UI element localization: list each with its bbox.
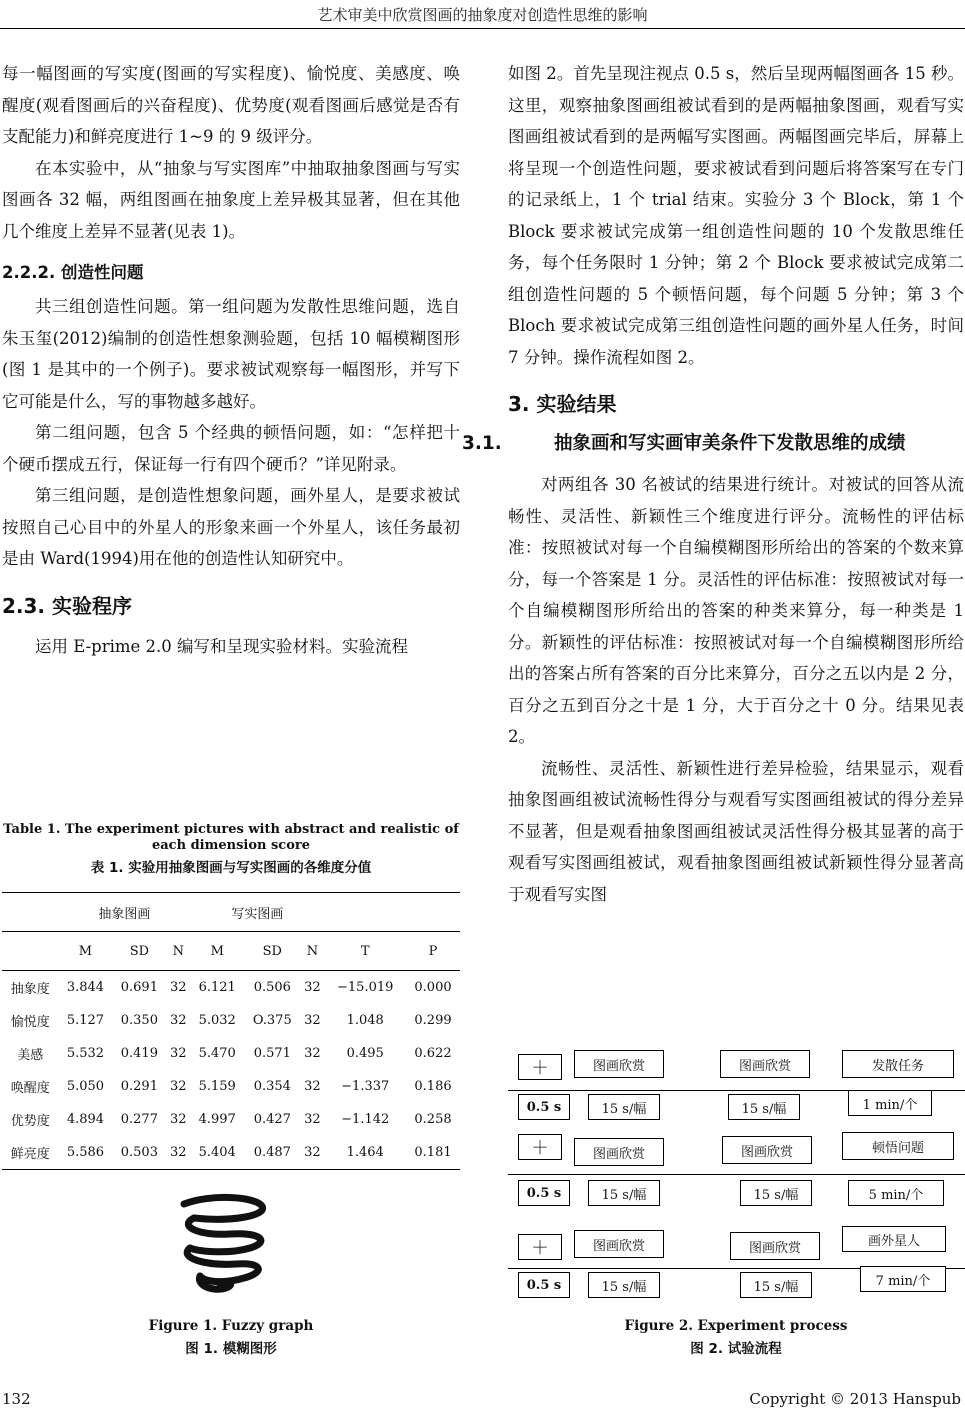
experiment-process-diagram [508, 1046, 965, 1308]
table-cell: −1.142 [341, 1112, 390, 1127]
table-cell: 32 [170, 1112, 187, 1127]
table-cell: 0.277 [120, 1112, 158, 1127]
column-header: M [59, 932, 113, 971]
column-header: P [406, 932, 460, 971]
paragraph: 在本实验中，从“抽象与写实图库”中抽取抽象图画与写实图画各 32 幅，两组图画在抽象度上差异极其显著，但在其他几个维度上差异不显著(见表 1)。 [2, 158, 460, 241]
table-row [2, 971, 460, 1005]
column-header [2, 932, 59, 971]
task-time-box: 5 min/个 [848, 1180, 944, 1206]
table-cell: 4.997 [198, 1112, 236, 1127]
task-insight-box: 顿悟问题 [842, 1132, 954, 1160]
table-cell: 32 [166, 971, 190, 1005]
figure1-caption-en: Figure 1. Fuzzy graph [148, 1318, 314, 1334]
duration-box: 15 s/幅 [740, 1180, 812, 1206]
table-cell: 5.050 [66, 1079, 105, 1094]
figure2-caption-cn: 图 2. 试验流程 [690, 1341, 782, 1357]
table-row [2, 1103, 460, 1136]
table-cell: 1.048 [346, 1013, 384, 1028]
table-cell: 0.487 [244, 1136, 300, 1170]
table-cell: 0.571 [253, 1046, 291, 1061]
column-header: T [324, 932, 406, 971]
table-row [2, 1004, 460, 1037]
fixation-cross: ＋ [518, 1134, 562, 1160]
table-row [2, 1037, 460, 1070]
section-heading-2-3: 2.3. 实验程序 [2, 593, 132, 618]
paragraph: 对两组各 30 名被试的结果进行统计。对被试的回答从流畅性、灵活性、新颖性三个维度进行评分。流畅性的评估标准：按照被试对每一个自编模糊图形所给出的答案的个数来算分，每一个答案是 1 分。灵活性的评估标准：按照被试对每一个自编模糊图形所给出的答案的种类来算分，每一种类是 1 分。新颖性的评估标准：按照被试对每一个自编模糊图形所给出的答案占所有答案的百分比来算分，百分之五以内是 2 分，百分之五到百分之十是 1 分，大于百分之十 0 分。结果见表 2。 [508, 475, 964, 746]
table-cell: 0.427 [253, 1112, 291, 1127]
table-row [2, 1136, 460, 1170]
table-cell: 0.186 [414, 1079, 452, 1094]
table-cell: 5.470 [198, 1046, 236, 1061]
table-cell: 0.622 [414, 1046, 452, 1061]
table-cell: 32 [300, 971, 324, 1005]
fixation-cross: ＋ [518, 1054, 562, 1080]
table-cell: 0.258 [414, 1112, 452, 1127]
table-cell: 5.586 [59, 1136, 113, 1170]
table-cell: 6.121 [190, 971, 244, 1005]
timeline-line [508, 1174, 965, 1175]
table-group-header [2, 893, 460, 932]
section-heading-3: 3. 实验结果 [508, 392, 617, 416]
table-cell: 32 [304, 1079, 321, 1094]
task-time-box: 7 min/个 [860, 1266, 946, 1292]
paragraph: 第三组问题，是创造性想象问题，画外星人，是要求被试按照自己心目中的外星人的形象来画一个外星人，该任务最初是由 Ward(1994)用在他的创造性认知研究中。 [2, 486, 460, 568]
duration-box: 15 s/幅 [588, 1180, 660, 1206]
table-cell: 5.159 [198, 1079, 236, 1094]
picture-view-box: 图画欣赏 [722, 1136, 812, 1164]
table-cell: 0.299 [414, 1013, 452, 1028]
page-number: 132 [2, 1390, 31, 1408]
column-header: N [300, 932, 324, 971]
paragraph: 流畅性、灵活性、新颖性进行差异检验，结果显示，观看抽象图画组被试流畅性得分与观看写实图画组被试的得分差异不显著，但是观看抽象图画组被试灵活性得分极其显著的高于观看写实图画组被试，观看抽象图画组被试新颖性得分显著高于观看写实图 [508, 758, 964, 904]
row-label: 优势度 [10, 1114, 50, 1129]
task-alien-box: 画外星人 [842, 1226, 946, 1252]
table-row [2, 1070, 460, 1103]
task-time-box: 1 min/个 [848, 1090, 932, 1116]
section-heading-2-2-2: 2.2.2. 创造性问题 [2, 263, 144, 282]
paragraph: 如图 2。首先呈现注视点 0.5 s，然后呈现两幅图画各 15 秒。这里，观察抽象图画组被试看到的是两幅抽象图画，观看写实图画组被试看到的是两幅写实图画。两幅图画完毕后，屏幕上将呈现一个创造性问题，要求被试看到问题后将答案写在专门的记录纸上，1 个 trial 结束。实验分 3 个 Block，第 1 个 Block 要求被试完成第一组创造性问题的 10 个发散思维任务，每个任务限时 1 分钟；第 2 个 Block 要求被试完成第二组创造性问题的 5 个顿悟问题，每个问题 5 分钟；第 3 个 Bloch 要求被试完成第三组创造性问题的画外星人任务，时间 7 分钟。操作流程如图 2。 [508, 64, 964, 367]
duration-box: 15 s/幅 [588, 1272, 660, 1298]
section-heading-3-1 [462, 429, 964, 459]
row-label: 美感 [17, 1048, 44, 1063]
table-cell: −15.019 [324, 971, 406, 1005]
task-divergent-box: 发散任务 [842, 1050, 954, 1078]
running-head: 艺术审美中欣赏图画的抽象度对创造性思维的影响 [317, 6, 648, 24]
table1 [2, 892, 460, 1170]
table-cell: 0.495 [346, 1046, 384, 1061]
picture-view-box: 图画欣赏 [730, 1232, 820, 1260]
table-cell: 0.503 [112, 1136, 166, 1170]
picture-view-box: 图画欣赏 [574, 1138, 664, 1166]
table-cell: O.375 [252, 1013, 292, 1028]
table-cell: 3.844 [59, 971, 113, 1005]
table-cell: 32 [300, 1136, 324, 1170]
left-column [2, 58, 460, 662]
table-cell: 0.419 [120, 1046, 158, 1061]
table-cell: 0.350 [120, 1013, 158, 1028]
table1-caption-en: Table 1. The experiment pictures with abstract and realistic of each dimension score [3, 822, 459, 853]
duration-box: 15 s/幅 [740, 1272, 812, 1298]
table-cell: 0.000 [406, 971, 460, 1005]
row-label: 唤醒度 [10, 1081, 50, 1096]
group-abstract-label: 抽象图画 [59, 893, 191, 932]
table-cell: 32 [170, 1079, 187, 1094]
fixation-duration-box: 0.5 s [518, 1272, 570, 1298]
figure2-caption-en: Figure 2. Experiment process [624, 1318, 848, 1334]
table-cell: 32 [166, 1136, 190, 1170]
table-cell: 0.691 [112, 971, 166, 1005]
column-header: N [166, 932, 190, 971]
row-label: 抽象度 [2, 971, 59, 1005]
table-cell: 4.894 [66, 1112, 105, 1127]
table-cell: 32 [304, 1013, 321, 1028]
column-header: SD [244, 932, 300, 971]
duration-box: 15 s/幅 [728, 1094, 800, 1120]
paragraph: 运用 E-prime 2.0 编写和呈现实验材料。实验流程 [35, 636, 409, 656]
fixation-cross: ＋ [518, 1234, 562, 1260]
heading-number: 3.1. [462, 433, 502, 454]
fuzzy-graph-spiral-image [170, 1192, 280, 1302]
fixation-duration-box: 0.5 s [518, 1180, 570, 1206]
table-cell: 0.291 [120, 1079, 158, 1094]
picture-view-box: 图画欣赏 [574, 1230, 664, 1258]
table-cell: 1.464 [324, 1136, 406, 1170]
picture-view-box: 图画欣赏 [720, 1050, 810, 1078]
group-realistic-label: 写实图画 [190, 893, 324, 932]
table-cell: 32 [170, 1013, 187, 1028]
table-cell: 0.354 [253, 1079, 291, 1094]
header-rule [0, 28, 965, 29]
paragraph: 第二组问题，包含 5 个经典的顿悟问题，如：“怎样把十个硬币摆成五行，保证每一行有四个硬币？”详见附录。 [2, 423, 460, 474]
fixation-duration-box: 0.5 s [518, 1094, 570, 1120]
table-cell: 5.127 [66, 1013, 105, 1028]
table-header-row [2, 932, 460, 971]
figure1-caption-cn: 图 1. 模糊图形 [185, 1341, 277, 1357]
table-cell: 0.506 [244, 971, 300, 1005]
table-cell: 5.532 [66, 1046, 105, 1061]
table1-caption-cn: 表 1. 实验用抽象图画与写实图画的各维度分值 [90, 860, 372, 876]
column-header: M [190, 932, 244, 971]
column-header: SD [112, 932, 166, 971]
table-cell: 0.181 [406, 1136, 460, 1170]
table-cell: 32 [304, 1112, 321, 1127]
table-cell: 5.404 [190, 1136, 244, 1170]
duration-box: 15 s/幅 [588, 1094, 660, 1120]
table-cell: 32 [170, 1046, 187, 1061]
row-label: 愉悦度 [10, 1015, 50, 1030]
table-cell: −1.337 [341, 1079, 390, 1094]
paragraph: 共三组创造性问题。第一组问题为发散性思维问题，选自朱玉玺(2012)编制的创造性想象测验题，包括 10 幅模糊图形(图 1 是其中的一个例子)。要求被试观察每一幅图形，并写下它可能是什么，写的事物越多越好。 [2, 297, 460, 411]
row-label: 鲜亮度 [2, 1136, 59, 1170]
heading-text: 抽象画和写实画审美条件下发散思维的成绩 [554, 433, 906, 454]
copyright-notice: Copyright © 2013 Hanspub [749, 1390, 961, 1408]
right-column [462, 58, 964, 910]
paragraph: 每一幅图画的写实度(图画的写实程度)、愉悦度、美感度、唤醒度(观看图画后的兴奋程度)、优势度(观看图画后感觉是否有支配能力)和鲜亮度进行 1~9 的 9 级评分。 [2, 64, 460, 146]
table-cell: 5.032 [198, 1013, 236, 1028]
picture-view-box: 图画欣赏 [574, 1050, 664, 1078]
table-cell: 32 [304, 1046, 321, 1061]
